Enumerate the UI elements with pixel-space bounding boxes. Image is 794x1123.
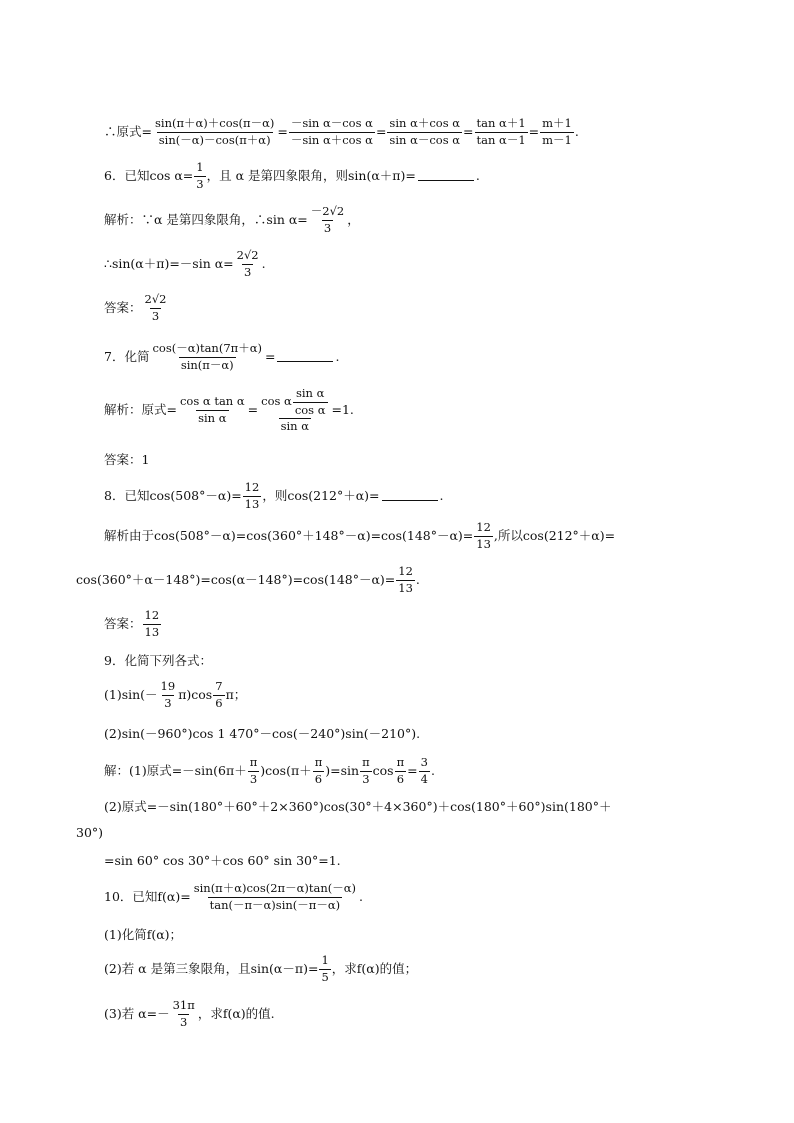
fraction: $\frac{12}{13}$ [476,520,491,551]
answer-blank [277,360,333,362]
solution-9-part-2-result: =sin 60° cos 30°＋cos 60° sin 30°=1. [104,853,341,868]
fraction: $\frac{3}{4}$ [420,755,428,786]
fraction: $\frac{\cos(-\alpha)\tan(7\pi+\alpha)}{\sin(\pi-\alpha)}$ [152,341,262,372]
answer-8: 答案： $\frac{12}{13}$ [104,608,160,639]
fraction: $\frac{m+1}{m-1}$ [542,116,572,147]
fraction: $\frac{\text{－sin α－cos α}}{\text{－sin α＋cos α}}$ [290,116,373,147]
analysis-8-cont: cos(360°＋α－148°)=cos(α－148°)=cos(148°－α)= $\frac{12}{13}$ . [76,564,420,595]
analysis-6: 解析：∵α 是第四象限角，∴sin α= $\frac{-2√2}{3}$ ， [104,204,360,235]
question-10-part-3: (3)若 α=－ $\frac{31\pi}{3}$ ，求f(α)的值. [104,998,275,1029]
line-text: ∴原式= [104,123,152,139]
analysis-7: 解析：原式= $\frac{\text{cos α tan α}}{\text{sin α}}$ = cos α $\frac{\text{sin α}}{\text{cos α}}$ sin α =1. [104,386,354,433]
solution-9-part-2-cont: 30°) [76,825,104,840]
question-9: 9．化简下列各式： [104,653,212,668]
fraction: $\frac{1}{3}$ [196,160,204,191]
fraction: $\frac{2√2}{3}$ [236,248,259,279]
fraction: $\frac{\text{sin α}}{\text{cos α}}$ [294,386,326,417]
question-8: 8．已知cos(508°－α)= $\frac{12}{13}$ ，则cos(212°＋α)= . [104,480,444,511]
fraction: $\frac{\pi}{6}$ [314,755,323,786]
fraction: $\frac{31\pi}{3}$ [172,998,195,1029]
question-10: 10．已知f(α)= $\frac{\sin(\pi+\alpha)\cos(2\pi-\alpha)\tan(-\alpha)}{\tan(-\pi-\alpha)\sin(-\pi-\alpha)}$ . [104,881,363,912]
fraction: $\frac{12}{13}$ [398,564,413,595]
derivation-line: ∴原式= $\frac{\sin(\pi+\alpha)+\cos(\pi-\alpha)}{\sin(-\alpha)-\cos(\pi+\alpha)}$ = $\frac{\text{－sin α－cos α}}{\text{－sin α＋cos α}}$ = $\frac{\text{sin α＋cos α}}{\text{sin α－cos α}}$ = $\frac{\text{tan α＋1}}{\text{tan α－1}}$ = $\frac{m+1}{m-1}$ . [104,116,579,147]
fraction: $\frac{7}{6}$ [215,679,223,710]
answer-7: 答案：1 [104,452,150,467]
fraction: $\frac{\sin(\pi+\alpha)+\cos(\pi-\alpha)}{\sin(-\alpha)-\cos(\pi+\alpha)}$ [154,116,275,147]
fraction: $\frac{\pi}{6}$ [396,755,405,786]
fraction: $\frac{\text{tan α＋1}}{\text{tan α－1}}$ [476,116,526,147]
question-6: 6．已知cos α= $\frac{1}{3}$ ，且 α 是第四象限角，则sin(α＋π)= . [104,160,480,191]
solution-9-part-1: 解：(1)原式=－sin(6π＋ $\frac{\pi}{3}$ )cos(π＋ $\frac{\pi}{6}$ )=sin $\frac{\pi}{3}$ cos $\frac{\pi}{6}$ = $\frac{3}{4}$ . [104,755,435,786]
fraction: $\frac{\text{sin α＋cos α}}{\text{sin α－cos α}}$ [389,116,461,147]
analysis-6-cont: ∴sin(α＋π)=－sin α= $\frac{2√2}{3}$ . [104,248,266,279]
fraction: $\frac{12}{13}$ [144,608,160,639]
fraction: $\frac{1}{5}$ [321,953,329,984]
question-10-part-2: (2)若 α 是第三象限角，且sin(α－π)= $\frac{1}{5}$ ，求f(α)的值； [104,953,418,984]
fraction: $\frac{2√2}{3}$ [144,292,167,323]
question-9-part-2: (2)sin(－960°)cos 1 470°－cos(－240°)sin(－210°). [104,726,421,741]
fraction: $\frac{12}{13}$ [244,480,260,511]
fraction: $\frac{-2√2}{3}$ [310,204,345,235]
analysis-8: 解析由于cos(508°－α)=cos(360°＋148°－α)=cos(148°－α)= $\frac{12}{13}$ ,所以cos(212°＋α)= [104,520,616,551]
answer-blank [382,499,438,501]
compound-fraction: cos α $\frac{\text{sin α}}{\text{cos α}}$ sin α [261,386,326,433]
fraction: $\frac{\text{cos α tan α}}{\text{sin α}}$ [179,394,245,425]
question-10-part-1: (1)化简f(α)； [104,927,183,942]
question-9-part-1: (1)sin(－ $\frac{19}{3}$ π)cos $\frac{7}{6}$ π； [104,679,247,710]
solution-9-part-2: (2)原式=－sin(180°＋60°＋2×360°)cos(30°＋4×360°)＋cos(180°＋60°)sin(180°＋ [104,799,612,814]
answer-blank [418,179,474,181]
fraction: $\frac{\pi}{3}$ [249,755,258,786]
answer-6: 答案： $\frac{2√2}{3}$ [104,292,167,323]
fraction: $\frac{\sin(\pi+\alpha)\cos(2\pi-\alpha)\tan(-\alpha)}{\tan(-\pi-\alpha)\sin(-\pi-\alpha)}$ [193,881,356,912]
question-7: 7．化简 $\frac{\cos(-\alpha)\tan(7\pi+\alpha)}{\sin(\pi-\alpha)}$ = . [104,341,340,372]
fraction: $\frac{\pi}{3}$ [362,755,370,786]
fraction: $\frac{19}{3}$ [160,679,176,710]
